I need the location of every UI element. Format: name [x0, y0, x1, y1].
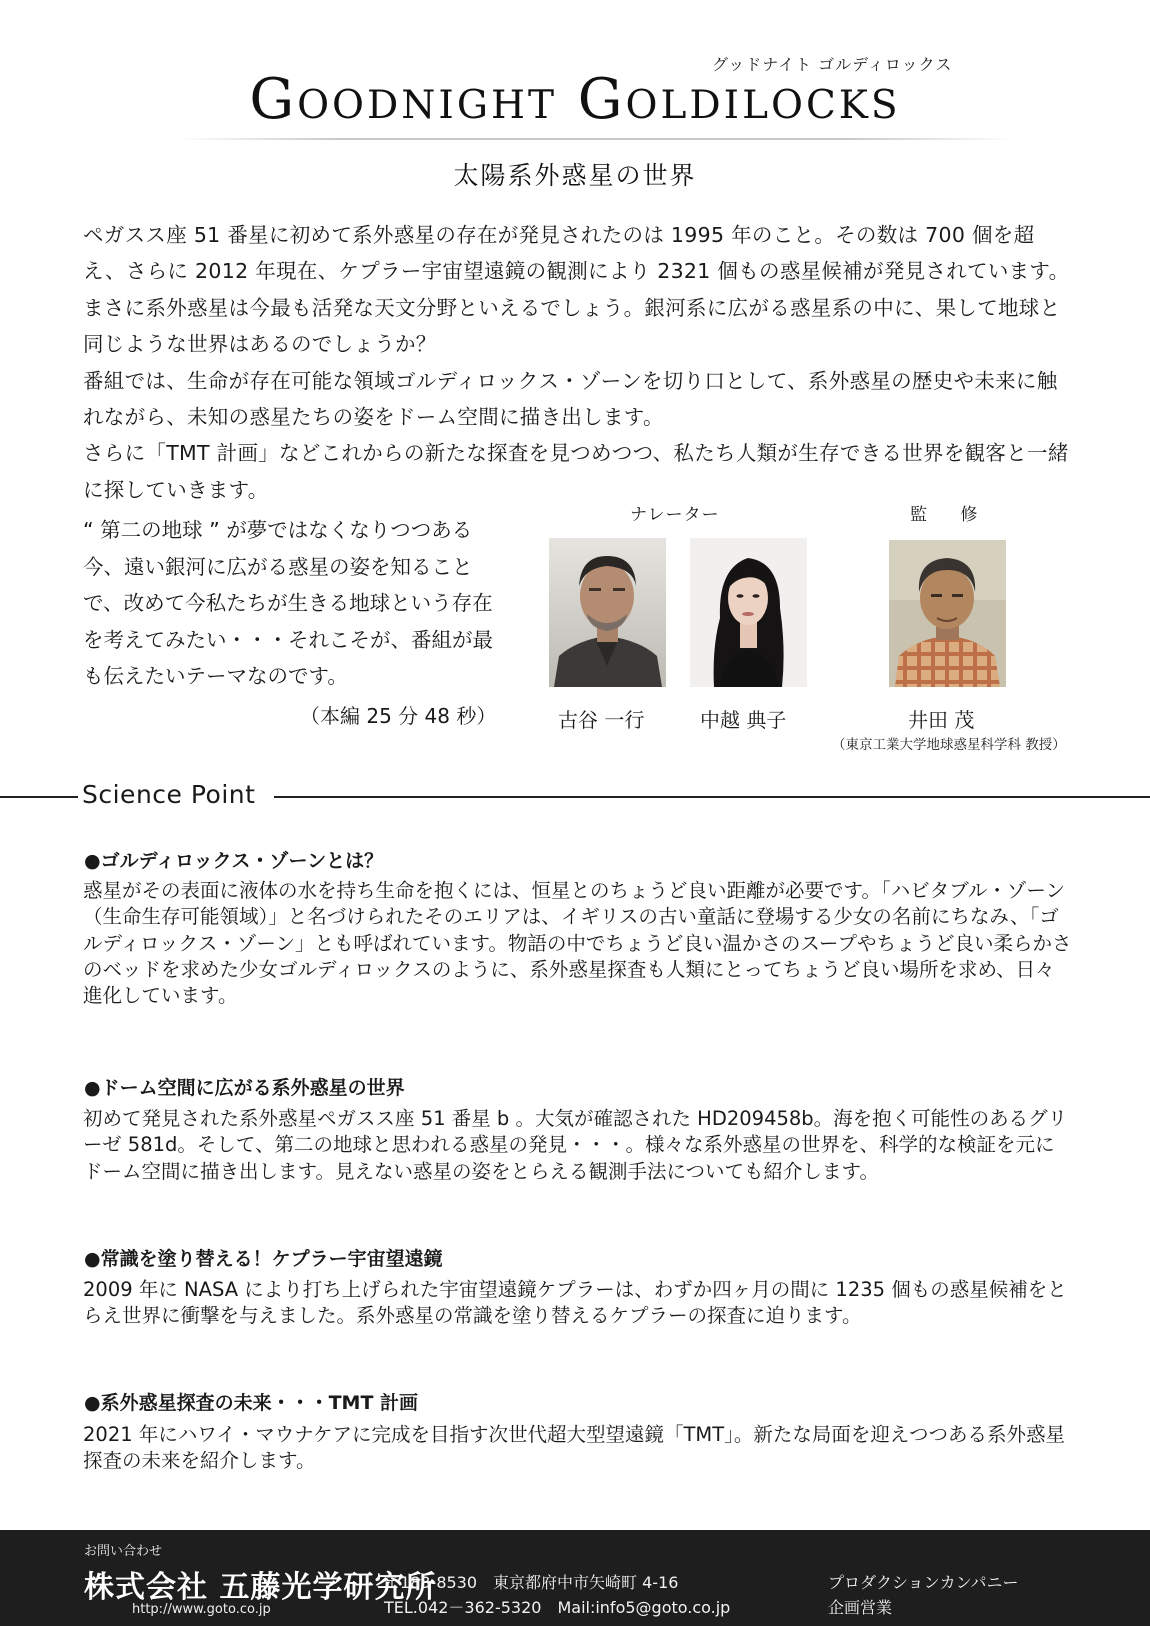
- supervisor-affiliation: （東京工業大学地球惑星科学科 教授）: [832, 737, 1066, 753]
- runtime-note: （本編 25 分 48 秒）: [300, 704, 497, 728]
- science-divider-right: [274, 796, 1150, 798]
- supervisor-label: 監 修: [910, 505, 992, 525]
- postal-address: 〒183-8530 東京都府中市矢崎町 4-16: [384, 1573, 679, 1592]
- section-heading: ●ゴルディロックス・ゾーンとは？: [84, 850, 384, 872]
- section-heading: ●ドーム空間に広がる系外惑星の世界: [84, 1077, 405, 1099]
- section-body: 2021 年にハワイ・マウナケアに完成を目指す次世代超大型望遠鏡「TMT」。新たな局面を迎えつつある系外惑星探査の未来を紹介します。: [83, 1423, 1065, 1473]
- supervisor-photo: [889, 540, 1006, 687]
- theme-text: “ 第二の地球 ” が夢ではなくなりつつある今、遠い銀河に広がる惑星の姿を知ることで、改めて今私たちが生きる地球という存在を考えてみたい・・・それこそが、番組が最も伝えたいテーマなのです。: [83, 518, 493, 688]
- intro-text: [83, 217, 1073, 508]
- intro-paragraph-2: 番組では、生命が存在可能な領域ゴルディロックス・ゾーンを切り口として、系外惑星の歴史や未来に触れながら、未知の惑星たちの姿をドーム空間に描き出します。: [83, 368, 1058, 430]
- narrator-1-photo: [549, 538, 666, 687]
- section-body: 初めて発見された系外惑星ペガスス座 51 番星 b 。大気が確認された HD209458b。海を抱く可能性のあるグリーゼ 581d。そして、第二の地球と思われる惑星の発見・・・。様々な系外惑星の世界を、科学的な検証を元にドーム空間に描き出します。見えない惑星の姿をとらえる観測手法についても紹介します。: [83, 1107, 1068, 1183]
- science-divider-left: [0, 796, 78, 798]
- contact-info: TEL.042－362-5320 Mail:info5@goto.co.jp: [384, 1598, 731, 1617]
- section-heading: ●系外惑星探査の未来・・・TMT 計画: [84, 1392, 419, 1414]
- title-ruby: グッドナイト ゴルディロックス: [712, 55, 953, 74]
- footer: [0, 1530, 1150, 1626]
- science-point-title: Science Point: [82, 780, 256, 809]
- supervisor-name: 井田 茂: [908, 708, 975, 732]
- department-line-2: 企画営業: [828, 1598, 893, 1617]
- title-divider: [175, 138, 1015, 140]
- narrator-1-name: 古谷 一行: [558, 708, 645, 732]
- page-title: Goodnight Goldilocks: [249, 67, 901, 132]
- section-body: 惑星がその表面に液体の水を持ち生命を抱くには、恒星とのちょうど良い距離が必要です。「ハビタブル・ゾーン（生命生存可能領域）」と名づけられたそのエリアは、イギリスの古い童話に登場する少女の名前にちなみ、「ゴルディロックス・ゾーン」とも呼ばれています。物語の中でちょうど良い温かさのスープやちょうど良い柔らかさのベッドを求めた少女ゴルディロックスのように、系外惑星探査も人類にとってちょうど良い場所を求め、日々進化しています。: [83, 879, 1072, 1008]
- section-body: 2009 年に NASA により打ち上げられた宇宙望遠鏡ケプラーは、わずか四ヶ月の間に 1235 個もの惑星候補をとらえ世界に衝撃を与えました。系外惑星の常識を塗り替えるケプラーの探査に迫ります。: [83, 1278, 1067, 1328]
- intro-paragraph-3: さらに「TMT 計画」などこれからの新たな探査を見つめつつ、私たち人類が生存できる世界を観客と一緒に探していきます。: [83, 441, 1069, 502]
- narrator-2-photo: [690, 538, 807, 687]
- section-heading: ●常識を塗り替える！ケプラー宇宙望遠鏡: [84, 1248, 443, 1270]
- narrator-label: ナレーター: [630, 505, 720, 525]
- page-subtitle: 太陽系外惑星の世界: [453, 161, 697, 190]
- narrator-2-name: 中越 典子: [700, 708, 787, 732]
- company-address: [384, 1570, 730, 1620]
- company-url[interactable]: http://www.goto.co.jp: [132, 1602, 271, 1617]
- department-line-1: プロダクションカンパニー: [828, 1573, 1019, 1592]
- department: [828, 1570, 1019, 1620]
- company-logo: 株式会社 五藤光学研究所: [84, 1570, 437, 1605]
- contact-label: お問い合わせ: [84, 1544, 163, 1559]
- intro-paragraph-1: ペガスス座 51 番星に初めて系外惑星の存在が発見されたのは 1995 年のこと。その数は 700 個を超え、さらに 2012 年現在、ケプラー宇宙望遠鏡の観測により 2321 個もの惑星候補が発見されています。まさに系外惑星は今最も活発な天文分野といえるでしょう。銀河系に広がる惑星系の中に、果して地球と同じような世界はあるのでしょうか？: [83, 223, 1070, 357]
